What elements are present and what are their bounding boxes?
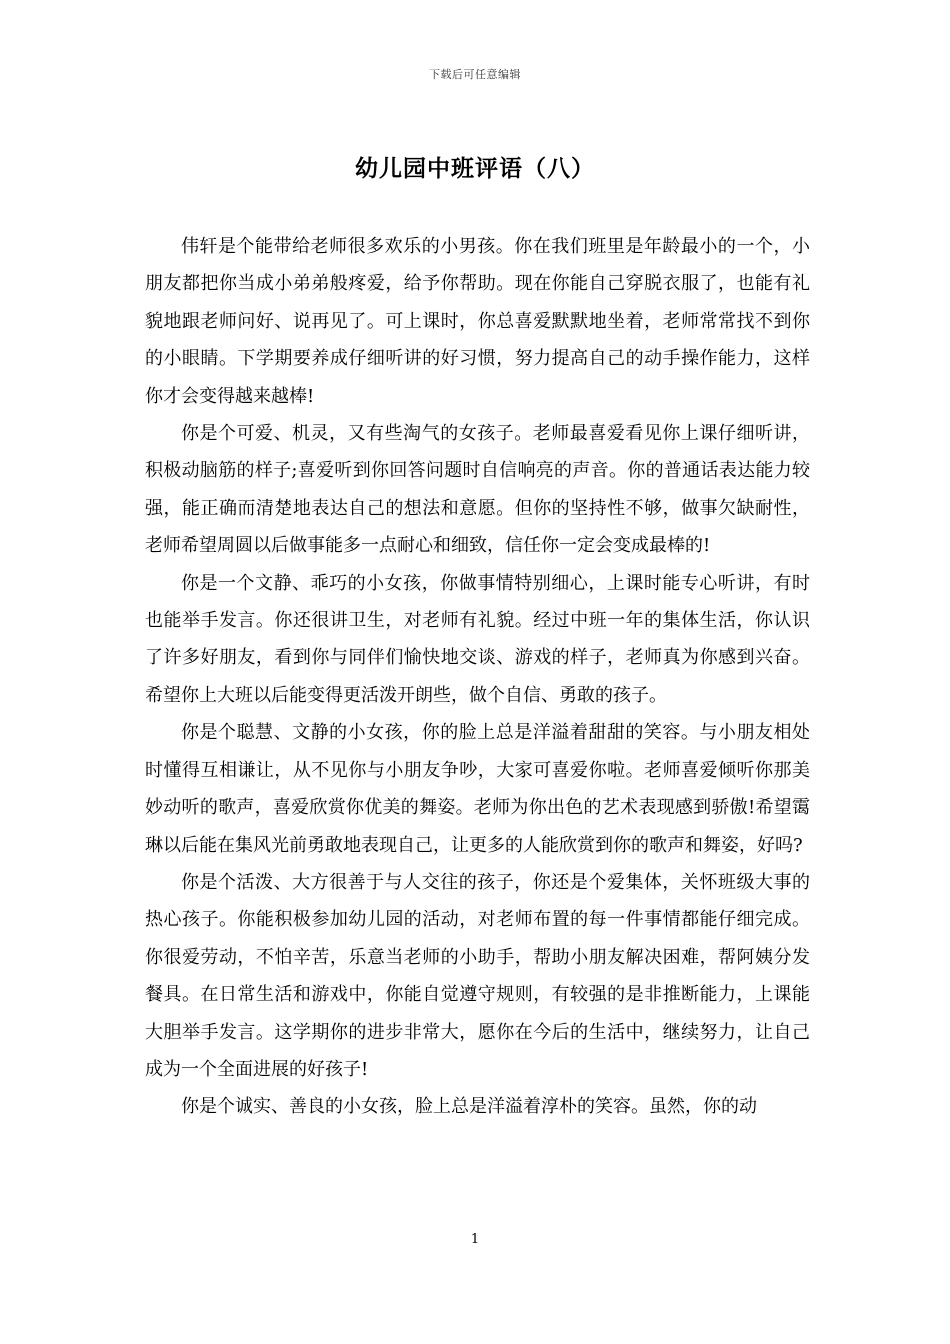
paragraph-2: 你是个可爱、机灵，又有些淘气的女孩子。老师最喜爱看见你上课仔细听讲，积极动脑筋的样子;喜爱听到你回答问题时自信响亮的声音。你的普通话表达能力较强，能正确而清楚地表达自己的想法和意愿。但你的坚持性不够，做事欠缺耐性，老师希望周圆以后做事能多一点耐心和细致，信任你一定会变成最棒的! <box>145 423 810 557</box>
paragraph-4: 你是个聪慧、文静的小女孩，你的脸上总是洋溢着甜甜的笑容。与小朋友相处时懂得互相谦让，从不见你与小朋友争吵，大家可喜爱你啦。老师喜爱倾听你那美妙动听的歌声，喜爱欣赏你优美的舞姿。老师为你出色的艺术表现感到骄傲!希望霭琳以后能在集风光前勇敢地表现自己，让更多的人能欣赏到你的歌声和舞姿，好吗? <box>145 722 810 856</box>
page-title: 幼儿园中班评语（八） <box>355 155 595 182</box>
paragraph-6: 你是个诚实、善良的小女孩，脸上总是洋溢着淳朴的笑容。虽然，你的动 <box>181 1096 757 1118</box>
page-number: 1 <box>470 1232 480 1247</box>
paragraph-5: 你是个活泼、大方很善于与人交往的孩子，你还是个爱集体，关怀班级大事的热心孩子。你能积极参加幼儿园的活动，对老师布置的每一件事情都能仔细完成。你很爱劳动，不怕辛苦，乐意当老师的小助手，帮助小朋友解决困难，帮阿姨分发餐具。在日常生活和游戏中，你能自觉遵守规则，有较强的是非推断能力，上课能大胆举手发言。这学期你的进步非常大，愿你在今后的生活中，继续努力，让自己成为一个全面进展的好孩子! <box>145 871 810 1080</box>
document-body <box>145 228 810 1126</box>
header-note: 下载后可任意编辑 <box>429 68 521 81</box>
paragraph-1: 伟轩是个能带给老师很多欢乐的小男孩。你在我们班里是年龄最小的一个，小朋友都把你当成小弟弟般疼爱，给予你帮助。现在你能自己穿脱衣服了，也能有礼貌地跟老师问好、说再见了。可上课时，你总喜爱默默地坐着，老师常常找不到你的小眼睛。下学期要养成仔细听讲的好习惯，努力提高自己的动手操作能力，这样你才会变得越来越棒! <box>145 236 810 407</box>
paragraph-3: 你是一个文静、乖巧的小女孩，你做事情特别细心，上课时能专心听讲，有时也能举手发言。你还很讲卫生，对老师有礼貌。经过中班一年的集体生活，你认识了许多好朋友，看到你与同伴们愉快地交谈、游戏的样子，老师真为你感到兴奋。希望你上大班以后能变得更活泼开朗些，做个自信、勇敢的孩子。 <box>145 572 810 706</box>
